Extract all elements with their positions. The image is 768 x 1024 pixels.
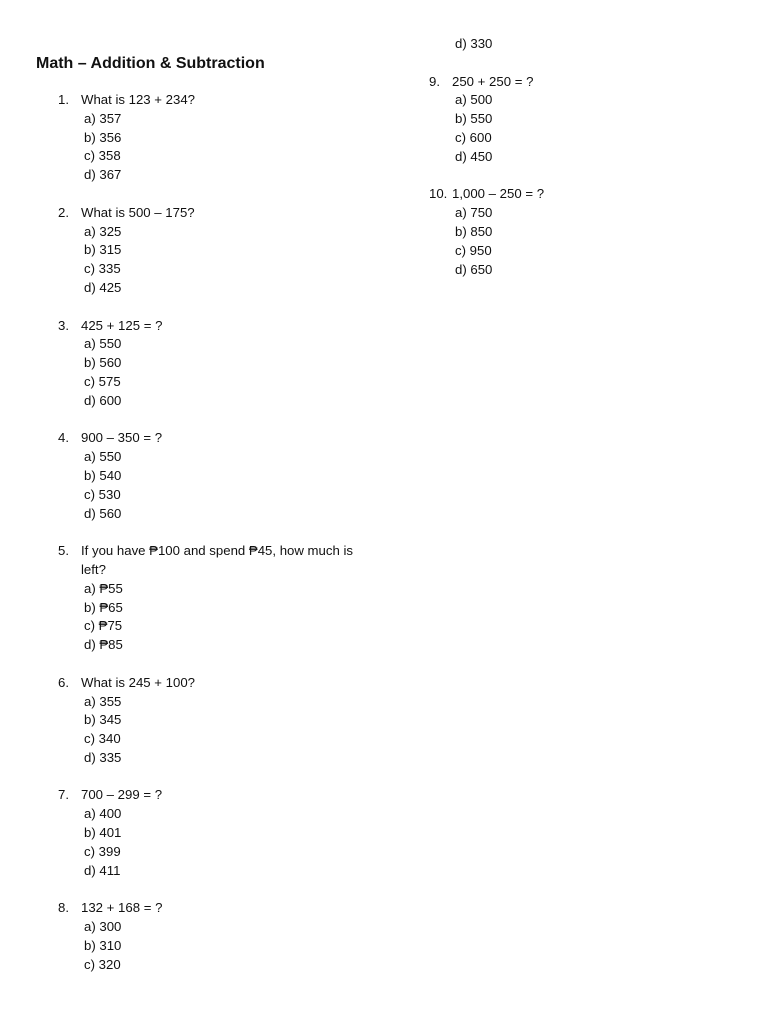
- answer-option: d) 425: [84, 279, 122, 295]
- answer-option: b) 401: [84, 825, 122, 841]
- continued-options: [429, 35, 729, 54]
- question-7: [58, 786, 368, 880]
- question-text: 1,000 – 250 = ?: [452, 186, 545, 202]
- answer-option: a) ₱55: [84, 580, 123, 596]
- question-text: What is 123 + 234?: [81, 92, 195, 107]
- question-text: 250 + 250 = ?: [452, 73, 534, 89]
- answer-option: b) ₱65: [84, 599, 123, 615]
- question-line: [58, 899, 368, 918]
- answer-options: [58, 448, 368, 523]
- answer-options: [58, 805, 368, 880]
- question-number: 1.: [58, 92, 69, 107]
- question-number: 5.: [58, 543, 69, 559]
- answer-option: a) 550: [84, 336, 122, 352]
- left-column: [58, 91, 368, 993]
- question-1: [58, 91, 368, 185]
- answer-option: a) 550: [84, 449, 122, 465]
- answer-option: b) 560: [84, 355, 122, 371]
- right-column: [429, 35, 729, 298]
- question-number: 9.: [429, 73, 440, 89]
- answer-option: a) 325: [84, 223, 122, 239]
- answer-options: [58, 335, 368, 410]
- answer-options: [429, 204, 729, 279]
- answer-option: b) 550: [455, 111, 493, 127]
- question-5: [58, 542, 368, 655]
- answer-option: d) 450: [455, 148, 493, 164]
- question-line: [58, 674, 368, 693]
- question-text: What is 500 – 175?: [81, 204, 195, 220]
- answer-option: a) 357: [84, 110, 122, 126]
- question-number: 8.: [58, 900, 69, 916]
- question-3: [58, 317, 368, 411]
- answer-option: b) 540: [84, 467, 122, 483]
- question-number: 3.: [58, 317, 69, 333]
- question-line: [429, 73, 729, 92]
- answer-option: c) 600: [455, 129, 492, 145]
- answer-options: [58, 693, 368, 768]
- answer-option: d) 600: [84, 392, 122, 408]
- answer-option: d) 650: [455, 261, 493, 277]
- answer-option: c) 399: [84, 843, 121, 859]
- question-9: [429, 73, 729, 167]
- answer-option: d) ₱85: [84, 637, 123, 653]
- answer-option: c) ₱75: [84, 618, 123, 634]
- answer-option: c) 320: [84, 956, 121, 972]
- answer-option: d) 335: [84, 749, 122, 765]
- question-6: [58, 674, 368, 768]
- question-text: What is 245 + 100?: [81, 674, 195, 690]
- question-text: 700 – 299 = ?: [81, 787, 163, 803]
- question-line: [58, 317, 368, 336]
- question-10: [429, 185, 729, 279]
- answer-option: c) 530: [84, 486, 121, 502]
- answer-option: a) 500: [455, 92, 493, 108]
- answer-option: a) 750: [455, 205, 493, 221]
- answer-options: [58, 580, 368, 655]
- answer-option: d) 367: [84, 167, 122, 183]
- answer-options: [58, 110, 368, 185]
- answer-option: b) 850: [455, 223, 493, 239]
- question-number: 6.: [58, 674, 69, 690]
- question-line: [429, 185, 729, 204]
- question-line: [58, 542, 368, 580]
- answer-option: c) 950: [455, 242, 492, 258]
- answer-option: a) 300: [84, 919, 122, 935]
- answer-options: [429, 91, 729, 166]
- question-number: 10.: [429, 186, 448, 202]
- question-line: [58, 204, 368, 223]
- question-text: 132 + 168 = ?: [81, 900, 163, 916]
- answer-option: a) 400: [84, 806, 122, 822]
- answer-option: c) 575: [84, 373, 121, 389]
- answer-option: b) 310: [84, 937, 122, 953]
- answer-option: d) 411: [84, 862, 121, 878]
- question-line: [58, 91, 368, 110]
- question-text: If you have ₱100 and spend ₱45, how much is left?: [81, 543, 353, 577]
- question-text: 900 – 350 = ?: [81, 430, 163, 446]
- question-number: 7.: [58, 787, 69, 803]
- question-number: 4.: [58, 430, 69, 446]
- answer-options: [58, 223, 368, 298]
- answer-option: c) 335: [84, 261, 121, 277]
- question-2: [58, 204, 368, 298]
- question-8: [58, 899, 368, 974]
- answer-option: b) 356: [84, 129, 122, 145]
- answer-option: d) 560: [84, 505, 122, 521]
- page-title: Math – Addition & Subtraction: [36, 55, 265, 72]
- question-line: [58, 429, 368, 448]
- answer-option: b) 315: [84, 242, 122, 258]
- question-4: [58, 429, 368, 523]
- question-text: 425 + 125 = ?: [81, 317, 163, 333]
- answer-option: c) 340: [84, 731, 121, 747]
- answer-option: d) 330: [455, 36, 493, 51]
- answer-option: c) 358: [84, 148, 121, 164]
- answer-options: [58, 918, 368, 974]
- answer-option: b) 345: [84, 712, 122, 728]
- answer-option: a) 355: [84, 693, 122, 709]
- question-number: 2.: [58, 204, 69, 220]
- question-line: [58, 786, 368, 805]
